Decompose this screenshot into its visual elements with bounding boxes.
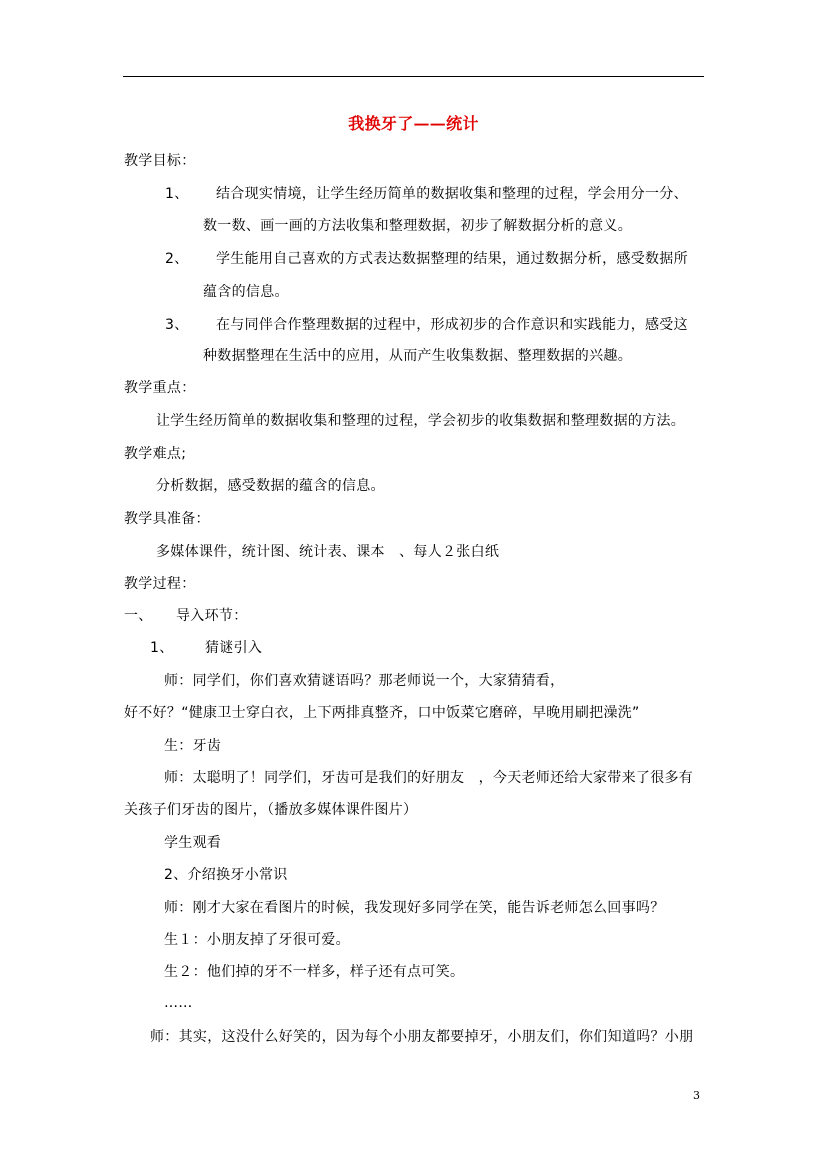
- paragraph: 关孩子们牙齿的图片，（播放多媒体课件图片）: [124, 802, 418, 818]
- goal-1-line-2: 数一数、画一画的方法收集和整理数据，初步了解数据分析的意义。: [203, 218, 632, 234]
- key-points-text: 让学生经历简单的数据收集和整理的过程，学会初步的收集数据和整理数据的方法。: [156, 413, 686, 429]
- goal-2-number: 2、: [165, 251, 189, 267]
- goal-3-number: 3、: [165, 317, 189, 333]
- materials-text: 多媒体课件，统计图、统计表、课本 、每人２张白纸: [156, 544, 500, 560]
- goal-1-number: 1、: [165, 186, 189, 202]
- goals-heading: 教学目标：: [124, 153, 196, 169]
- key-points-heading: 教学重点：: [124, 380, 196, 396]
- paragraph: 生：牙齿: [164, 738, 222, 754]
- goal-2-line-2: 蕴含的信息。: [203, 284, 289, 300]
- paragraph: 学生观看: [164, 835, 222, 851]
- difficulties-heading: 教学难点;: [124, 446, 187, 462]
- header-rule: [123, 76, 704, 77]
- paragraph: 师：其实，这没什么好笑的，因为每个小朋友都要掉牙，小朋友们，你们知道吗？小朋: [150, 1029, 694, 1045]
- document-title: 我换牙了——统计: [348, 114, 479, 133]
- paragraph: 生１：小朋友掉了牙很可爱。: [164, 932, 350, 948]
- step-1-title: 导入环节：: [176, 608, 248, 624]
- materials-heading: 教学具准备：: [124, 511, 210, 527]
- paragraph: 生２：他们掉的牙不一样多，样子还有点可笑。: [164, 964, 465, 980]
- difficulties-text: 分析数据，感受数据的蕴含的信息。: [156, 478, 385, 494]
- process-heading: 教学过程：: [124, 576, 196, 592]
- paragraph: 师：同学们，你们喜欢猜谜语吗？那老师说一个，大家猜猜看，: [164, 673, 565, 689]
- sub-1-title: 猜谜引入: [205, 640, 263, 656]
- goal-2-line-1: 学生能用自己喜欢的方式表达数据整理的结果，通过数据分析，感受数据所: [216, 251, 688, 267]
- page-number: 3: [693, 1089, 701, 1102]
- paragraph: 好不好？“健康卫士穿白衣，上下两排真整齐，口中饭菜它磨碎，早晚用刷把澡洗”: [124, 705, 640, 721]
- paragraph: ……: [164, 995, 193, 1011]
- paragraph: 2、介绍换牙小常识: [164, 867, 288, 883]
- sub-1-number: 1、: [150, 640, 174, 656]
- goal-1-line-1: 结合现实情境，让学生经历简单的数据收集和整理的过程，学会用分一分、: [216, 186, 688, 202]
- paragraph: 师：刚才大家在看图片的时候，我发现好多同学在笑，能告诉老师怎么回事吗？: [164, 900, 665, 916]
- goal-3-line-1: 在与同伴合作整理数据的过程中，形成初步的合作意识和实践能力，感受这: [216, 317, 688, 333]
- paragraph: 师：太聪明了！同学们，牙齿可是我们的好朋友 ，今天老师还给大家带来了很多有: [164, 770, 694, 786]
- step-1-number: 一、: [124, 608, 153, 624]
- goal-3-line-2: 种数据整理在生活中的应用，从而产生收集数据、整理数据的兴趣。: [203, 348, 632, 364]
